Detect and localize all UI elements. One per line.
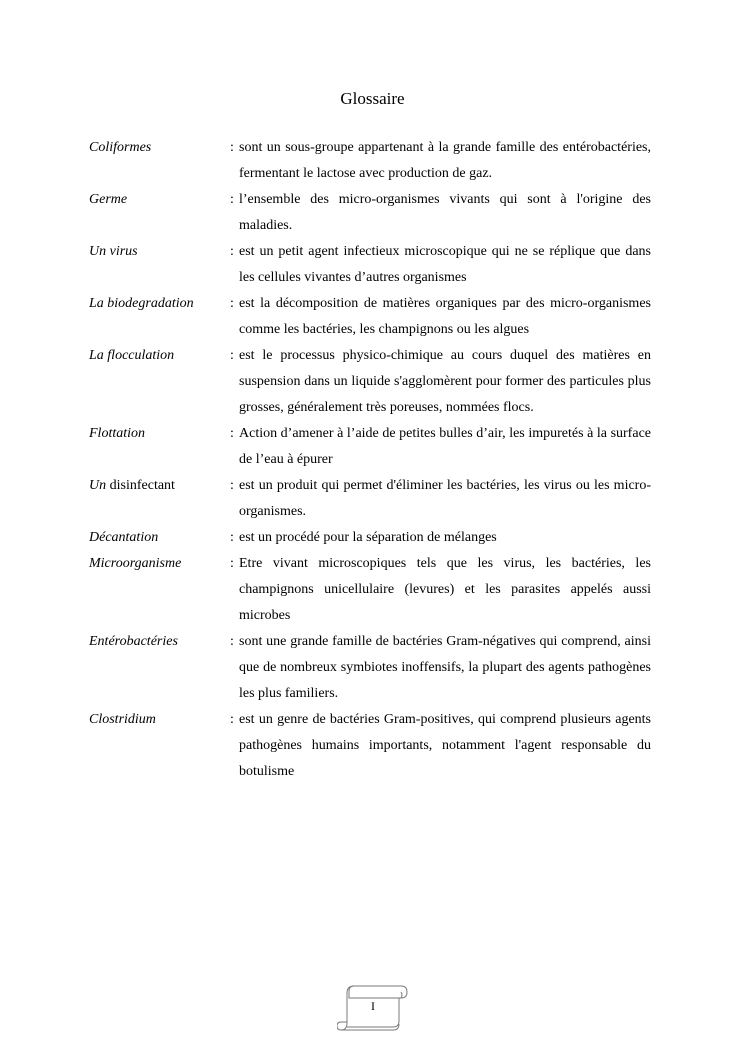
glossary-entry [89, 343, 651, 421]
glossary-definition [230, 707, 651, 785]
definition-text: est un genre de bactéries Gram-positives, qui comprend plusieurs agents pathogènes humains importants, notamment l'agent responsable du botulisme [239, 712, 651, 779]
glossary-definition [230, 421, 651, 473]
definition-text: est un petit agent infectieux microscopique qui ne se réplique que dans les cellules vivantes d’autres organismes [239, 244, 651, 285]
glossary-term [89, 473, 230, 499]
glossary-term: Clostridium [89, 712, 156, 727]
page-number: I [371, 999, 375, 1013]
definition-text: Action d’amener à l’aide de petites bulles d’air, les impuretés à la surface de l’eau à épurer [239, 426, 651, 467]
glossary-term-italic: Un [89, 478, 107, 493]
glossary-definition [230, 629, 651, 707]
glossary-entry [89, 707, 651, 785]
glossary-definition [230, 291, 651, 343]
definition-text: est un produit qui permet d'éliminer les bactéries, les virus ou les micro-organismes. [239, 478, 651, 519]
definition-text: Etre vivant microscopiques tels que les virus, les bactéries, les champignons unicellulaire (levures) et les parasites appelés aussi microbes [239, 556, 651, 623]
glossary-term: Un virus [89, 244, 138, 259]
definition-text: l’ensemble des micro-organismes vivants qui sont à l'origine des maladies. [239, 192, 651, 233]
glossary-definition [230, 551, 651, 629]
glossary-entry [89, 551, 651, 629]
glossary-term: Décantation [89, 530, 159, 545]
definition-colon: : [230, 426, 234, 441]
definition-colon: : [230, 634, 234, 649]
glossary-list [89, 135, 651, 785]
glossary-term-plain: disinfectant [109, 478, 175, 493]
glossary-entry [89, 135, 651, 187]
glossary-entry [89, 473, 651, 525]
definition-colon: : [230, 556, 234, 571]
definition-text: est le processus physico-chimique au cours duquel des matières en suspension dans un liquide s'agglomèrent pour former des particules plus grosses, généralement très poreuses, nommées flocs. [239, 348, 651, 415]
definition-text: est un procédé pour la séparation de mélanges [239, 530, 497, 545]
definition-colon: : [230, 296, 234, 311]
glossary-term: Entérobactéries [89, 634, 178, 649]
glossary-definition [230, 135, 651, 187]
glossary-entry [89, 629, 651, 707]
glossary-entry [89, 421, 651, 473]
definition-colon: : [230, 140, 234, 155]
glossary-definition [230, 473, 651, 525]
definition-colon: : [230, 244, 234, 259]
glossary-term: Germe [89, 192, 128, 207]
page-footer [337, 983, 409, 1033]
definition-colon: : [230, 530, 234, 545]
definition-text: sont un sous-groupe appartenant à la grande famille des entérobactéries, fermentant le lactose avec production de gaz. [239, 140, 651, 181]
definition-text: est la décomposition de matières organiques par des micro-organismes comme les bactéries, les champignons ou les algues [239, 296, 651, 337]
glossary-term: La flocculation [89, 348, 175, 363]
glossary-term: Flottation [89, 426, 145, 441]
page-title: Glossaire [340, 89, 405, 108]
definition-colon: : [230, 478, 234, 493]
glossary-entry [89, 291, 651, 343]
definition-colon: : [230, 348, 234, 363]
glossary-term: La biodegradation [89, 296, 194, 311]
definition-colon: : [230, 712, 234, 727]
definition-text: sont une grande famille de bactéries Gram-négatives qui comprend, ainsi que de nombreux symbiotes inoffensifs, la plupart des agents pathogènes les plus familiers. [239, 634, 651, 701]
glossary-term: Microorganisme [89, 556, 182, 571]
glossary-entry [89, 239, 651, 291]
glossary-term: Coliformes [89, 140, 152, 155]
glossary-definition [230, 525, 651, 551]
glossary-entry [89, 525, 651, 551]
glossary-definition [230, 187, 651, 239]
glossary-definition [230, 239, 651, 291]
definition-colon: : [230, 192, 234, 207]
glossary-entry [89, 187, 651, 239]
glossary-definition [230, 343, 651, 421]
